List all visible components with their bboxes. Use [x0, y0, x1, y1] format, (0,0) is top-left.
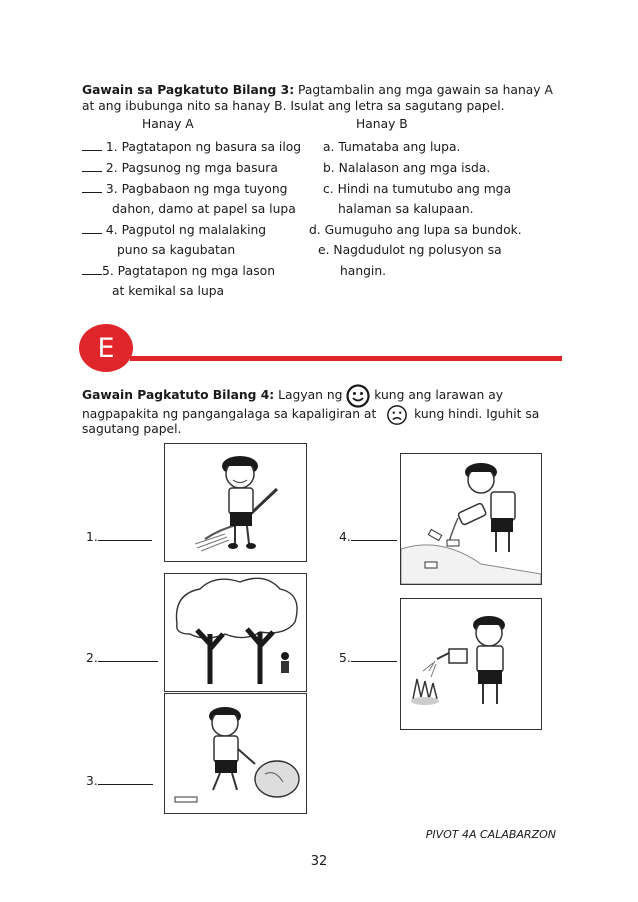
- item-a5-cont: at kemikal sa lupa: [112, 284, 225, 298]
- activity4-line3: sagutang papel.: [82, 422, 182, 436]
- list-item-a3: [82, 182, 287, 196]
- activity4-text1: Lagyan ng: [274, 388, 343, 402]
- list-item-b-e: e. Nagdudulot ng polusyon sa: [318, 243, 502, 257]
- list-item-a2: [82, 161, 278, 175]
- picture-1-sweeping: [164, 443, 307, 562]
- list-item-b-e-cont: hangin.: [340, 264, 387, 278]
- list-item-b-c: c. Hindi na tumutubo ang mga: [323, 182, 512, 196]
- picture-5-watering: [400, 598, 542, 730]
- list-item-b-d: d. Gumuguho ang lupa sa bundok.: [309, 223, 522, 237]
- item-a4-cont: puno sa kagubatan: [117, 243, 236, 257]
- activity3-title-line2: at ang ibubunga nito sa hanay B. Isulat ang letra sa sagutang papel.: [82, 99, 505, 113]
- activity4-line2a: nagpapakita ng pangangalaga sa kapaligiran at: [82, 407, 377, 421]
- section-e-badge: [79, 324, 133, 372]
- activity4-line2b: kung hindi. Iguhit sa: [410, 407, 540, 421]
- col-a-header: Hanay A: [142, 117, 194, 131]
- section-divider: [130, 356, 562, 361]
- activity3-title-rest: Pagtambalin ang mga gawain sa hanay A: [294, 83, 553, 97]
- activity4-title-bold: Gawain Pagkatuto Bilang 4:: [82, 388, 275, 402]
- picture-4-pouring: [400, 453, 542, 585]
- item-a5-text: 5. Pagtatapon ng mga lason: [102, 264, 276, 278]
- item-1-label: 1.: [86, 530, 98, 544]
- picture-2-trees: [164, 573, 307, 692]
- activity3-title-bold: Gawain sa Pagkatuto Bilang 3:: [82, 83, 295, 97]
- list-item-b-b: b. Nalalason ang mga isda.: [323, 161, 491, 175]
- answer-line-1: [86, 530, 152, 544]
- answer-line-4: [339, 530, 397, 544]
- activity4-text2: kung ang larawan ay: [370, 388, 504, 402]
- page-number: 32: [310, 854, 328, 869]
- item-a1-text: 1. Pagtatapon ng basura sa ilog: [105, 140, 302, 154]
- list-item-b-a: a. Tumataba ang lupa.: [323, 140, 461, 154]
- footer-text: PIVOT 4A CALABARZON: [425, 828, 556, 841]
- item-3-label: 3.: [86, 774, 98, 788]
- col-b-header: Hanay B: [356, 117, 408, 131]
- item-a3-cont: dahon, damo at papel sa lupa: [112, 202, 296, 216]
- section-letter: E: [97, 332, 115, 364]
- activity4-title: [82, 384, 503, 406]
- list-item-b-c-cont: halaman sa kalupaan.: [338, 202, 474, 216]
- smiley-happy-icon: [346, 384, 370, 406]
- item-a4-text: 4. Pagputol ng malalaking: [105, 223, 267, 237]
- item-a3-text: 3. Pagbabaon ng mga tuyong: [105, 182, 288, 196]
- item-2-label: 2.: [86, 651, 98, 665]
- item-4-label: 4.: [339, 530, 351, 544]
- item-5-label: 5.: [339, 651, 351, 665]
- activity3-title: [82, 82, 553, 99]
- picture-3-trash: [164, 693, 307, 814]
- answer-line-5: [339, 651, 397, 665]
- list-item-a1: [82, 140, 301, 154]
- smiley-sad-icon: [386, 404, 410, 424]
- list-item-a4: [82, 223, 266, 237]
- answer-line-2: [86, 651, 158, 665]
- list-item-a5: [82, 264, 275, 278]
- answer-line-3: [86, 774, 153, 788]
- item-a2-text: 2. Pagsunog ng mga basura: [105, 161, 278, 175]
